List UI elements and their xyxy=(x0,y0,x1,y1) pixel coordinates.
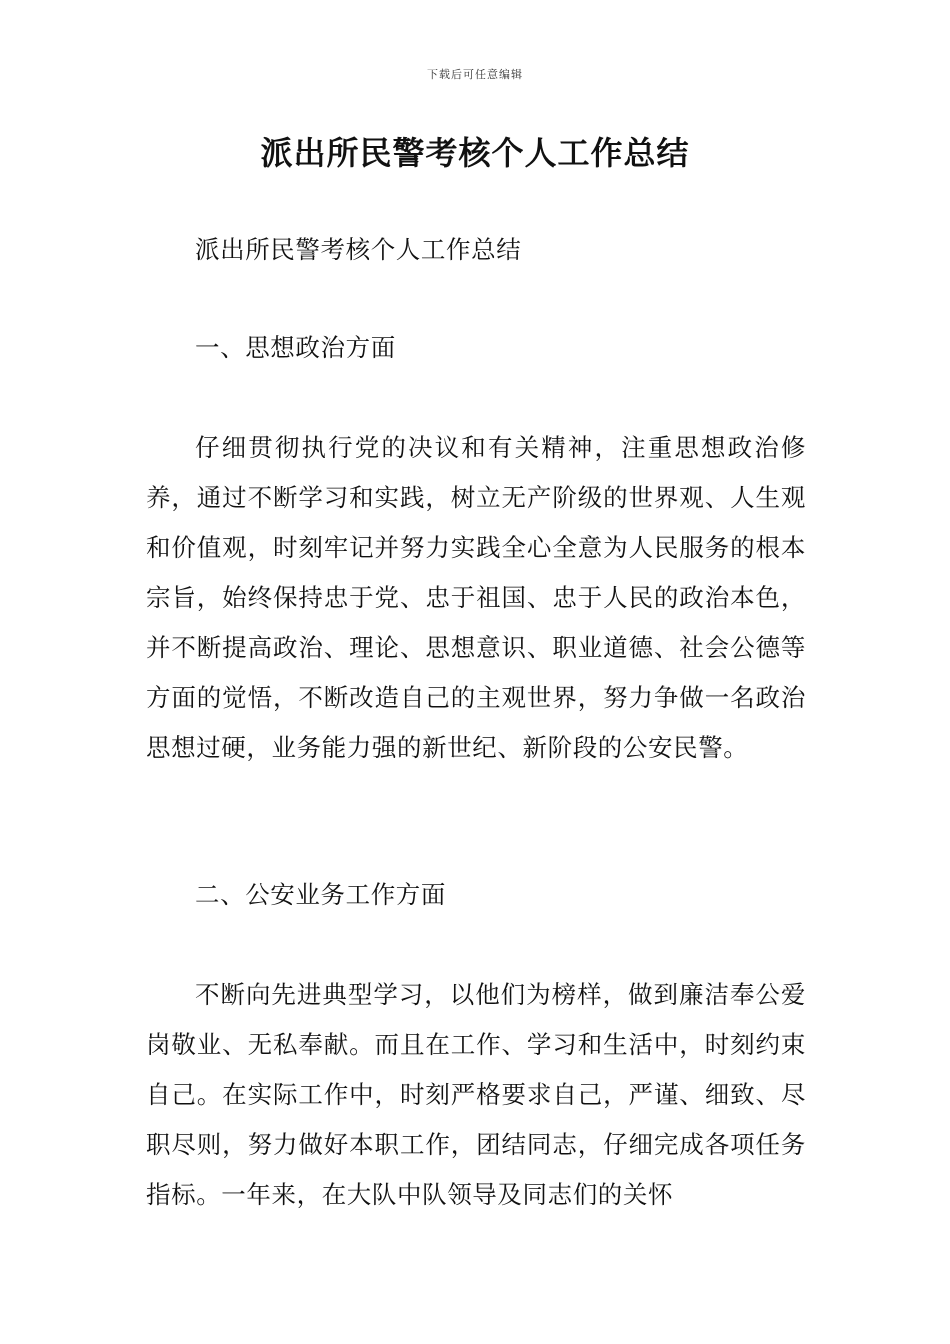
document-title: 派出所民警考核个人工作总结 xyxy=(260,134,690,172)
document-subtitle: 派出所民警考核个人工作总结 xyxy=(195,235,522,264)
section-paragraph-police-work: 不断向先进典型学习，以他们为榜样，做到廉洁奉公爱岗敬业、无私奉献。而且在工作、学习和生活中，时刻约束自己。在实际工作中，时刻严格要求自己，严谨、细致、尽职尽则，努力做好本职工作，团结同志，仔细完成各项任务指标。一年来，在大队中队领导及同志们的关怀 xyxy=(146,980,806,1209)
section-heading-politics: 一、思想政治方面 xyxy=(195,333,396,362)
header-note: 下载后可任意编辑 xyxy=(427,68,523,81)
section-heading-police-work: 二、公安业务工作方面 xyxy=(195,880,446,909)
section-paragraph-politics: 仔细贯彻执行党的决议和有关精神，注重思想政治修养，通过不断学习和实践，树立无产阶级的世界观、人生观和价值观，时刻牢记并努力实践全心全意为人民服务的根本宗旨，始终保持忠于党、忠于祖国、忠于人民的政治本色，并不断提高政治、理论、思想意识、职业道德、社会公德等方面的觉悟，不断改造自己的主观世界，努力争做一名政治思想过硬，业务能力强的新世纪、新阶段的公安民警。 xyxy=(146,433,806,762)
